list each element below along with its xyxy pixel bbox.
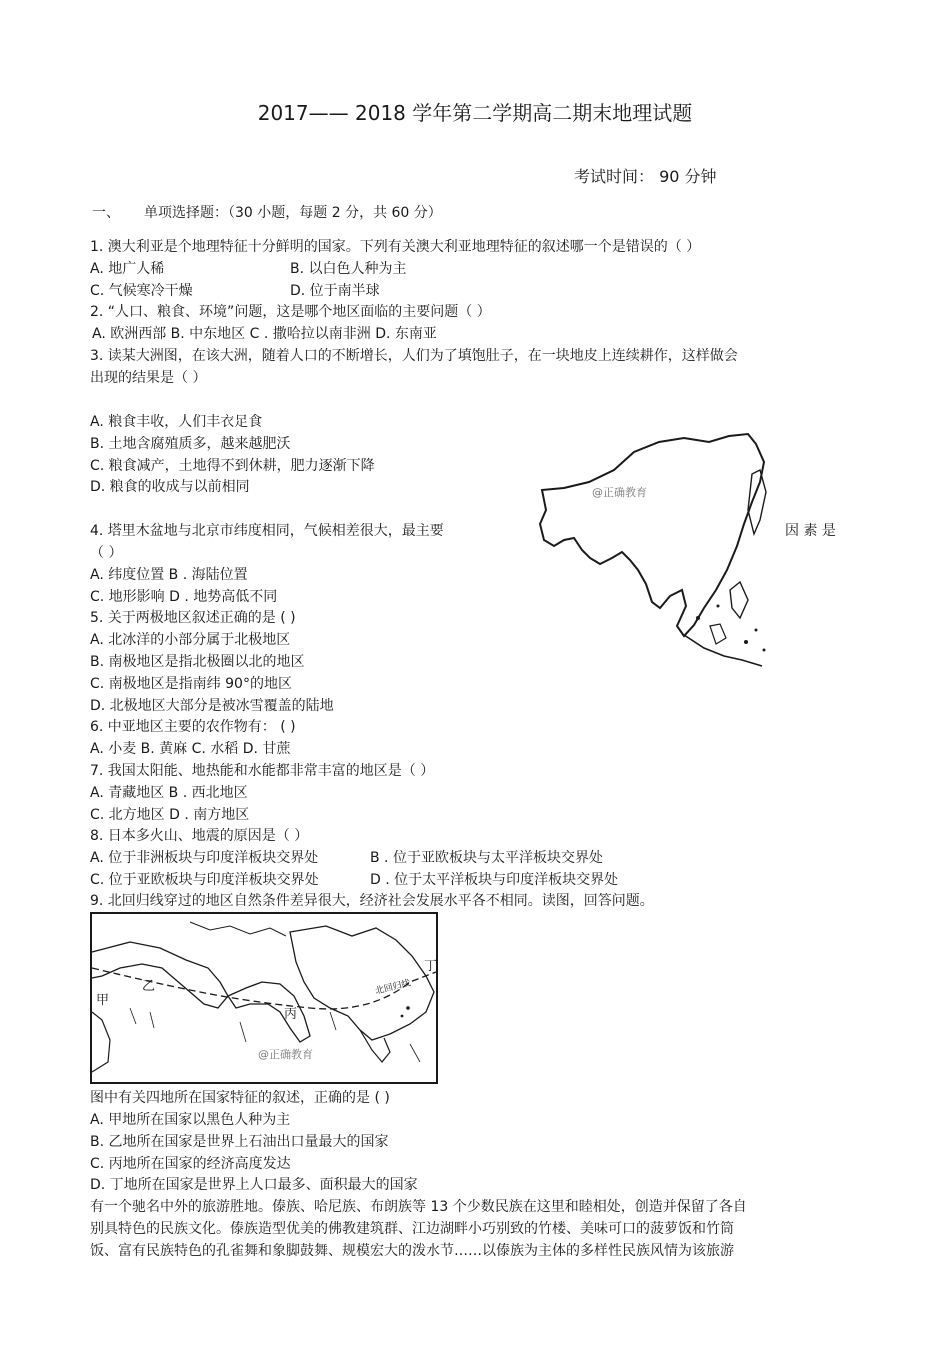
q6-stem: 6. 中亚地区主要的农作物有： ( ) (90, 719, 296, 735)
q1-option-d: D. 位于南半球 (290, 283, 380, 299)
q4-stem: 4. 塔里木盆地与北京市纬度相同，气候相差很大，最主要 (90, 523, 444, 539)
tropic-map (90, 912, 440, 1085)
q5-option-d: D. 北极地区大部分是被冰雪覆盖的陆地 (90, 698, 334, 714)
label-bing: 丙 (284, 1007, 298, 1022)
q9-option-a: A. 甲地所在国家以黑色人种为主 (90, 1112, 291, 1128)
q8-option-d: D . 位于太平洋板块与印度洋板块交界处 (370, 872, 619, 888)
label-yi: 乙 (142, 979, 156, 994)
q1-option-c: C. 气候寒冷干燥 (90, 283, 193, 299)
q1-option-a: A. 地广人稀 (90, 261, 165, 277)
q4-options-cd: C. 地形影响 D . 地势高低不同 (90, 589, 278, 605)
q3-stem-line2: 出现的结果是（ ） (90, 370, 207, 386)
q9-stem: 9. 北回归线穿过的地区自然条件差异很大，经济社会发展水平各不相同。读图，回答问题。 (90, 893, 654, 909)
q3-stem-line1: 3. 读某大洲图，在该大洲，随着人口的不断增长，人们为了填饱肚子，在一块地皮上连续耕作，这样做会 (90, 348, 738, 364)
q1-option-b: B. 以白色人种为主 (290, 261, 407, 277)
q5-option-c: C. 南极地区是指南纬 90°的地区 (90, 676, 292, 692)
passage-line-3: 饭、富有民族特色的孔雀舞和象脚鼓舞、规模宏大的泼水节……以傣族为主体的多样性民族风情为该旅游 (90, 1243, 734, 1259)
q7-stem: 7. 我国太阳能、地热能和水能都非常丰富的地区是（ ） (90, 763, 435, 779)
q7-options-cd: C. 北方地区 D . 南方地区 (90, 807, 250, 823)
q6-options: A. 小麦 B. 黄麻 C. 水稻 D. 甘蔗 (90, 741, 291, 757)
q3-option-d: D. 粮食的收成与以前相同 (90, 479, 250, 495)
q9-option-b: B. 乙地所在国家是世界上石油出口量最大的国家 (90, 1134, 389, 1150)
q2-stem: 2. “人口、粮食、环境”问题，这是哪个地区面临的主要问题（ ） (90, 304, 491, 320)
page-title: 2017—— 2018 学年第二学期高二期末地理试题 (257, 101, 693, 125)
q3-option-b: B. 土地含腐殖质多，越来越肥沃 (90, 436, 291, 452)
q3-option-a: A. 粮食丰收，人们丰衣足食 (90, 414, 263, 430)
q9-option-d: D. 丁地所在国家是世界上人口最多、面积最大的国家 (90, 1177, 418, 1193)
section-heading: 单项选择题：（30 小题，每题 2 分，共 60 分） (144, 205, 442, 221)
q3-option-c: C. 粮食减产，土地得不到休耕，肥力逐渐下降 (90, 458, 375, 474)
q8-stem: 8. 日本多火山、地震的原因是（ ） (90, 828, 309, 844)
q7-options-ab: A. 青藏地区 B . 西北地区 (90, 785, 248, 801)
q2-options: A. 欧洲西部 B. 中东地区 C . 撒哈拉以南非洲 D. 东南亚 (92, 326, 437, 342)
passage-line-2: 别具特色的民族文化。傣族造型优美的佛教建筑群、江边湖畔小巧别致的竹楼、美味可口的菠萝饭和竹筒 (90, 1221, 734, 1237)
q4-paren: （ ） (90, 545, 123, 561)
label-tropic: 北回归线 (374, 978, 412, 997)
q8-option-a: A. 位于非洲板块与印度洋板块交界处 (90, 850, 319, 866)
q4-options-ab: A. 纬度位置 B . 海陆位置 (90, 567, 248, 583)
asia-map (534, 430, 774, 675)
q5-option-a: A. 北冰洋的小部分属于北极地区 (90, 632, 291, 648)
q5-option-b: B. 南极地区是指北极圈以北的地区 (90, 654, 305, 670)
q8-option-b: B . 位于亚欧板块与太平洋板块交界处 (370, 850, 603, 866)
exam-time: 考试时间： 90 分钟 (574, 167, 717, 186)
q8-option-c: C. 位于亚欧板块与印度洋板块交界处 (90, 872, 319, 888)
q9-option-c: C. 丙地所在国家的经济高度发达 (90, 1156, 291, 1172)
asia-map-watermark: @正确教育 (592, 486, 647, 499)
tropic-map-watermark: @正确教育 (258, 1048, 313, 1061)
q1-stem: 1. 澳大利亚是个地理特征十分鲜明的国家。下列有关澳大利亚地理特征的叙述哪一个是错误的（ ） (90, 239, 701, 255)
q9-question: 图中有关四地所在国家特征的叙述，正确的是 ( ) (90, 1090, 390, 1106)
section-number: 一、 (92, 205, 120, 221)
label-ding: 丁 (424, 959, 438, 974)
label-jia: 甲 (96, 993, 110, 1008)
q5-stem: 5. 关于两极地区叙述正确的是 ( ) (90, 610, 296, 626)
passage-line-1: 有一个驰名中外的旅游胜地。傣族、哈尼族、布朗族等 13 个少数民族在这里和睦相处，创造并保留了各自 (90, 1199, 747, 1215)
q4-stem-end: 因 素 是 (785, 523, 836, 539)
